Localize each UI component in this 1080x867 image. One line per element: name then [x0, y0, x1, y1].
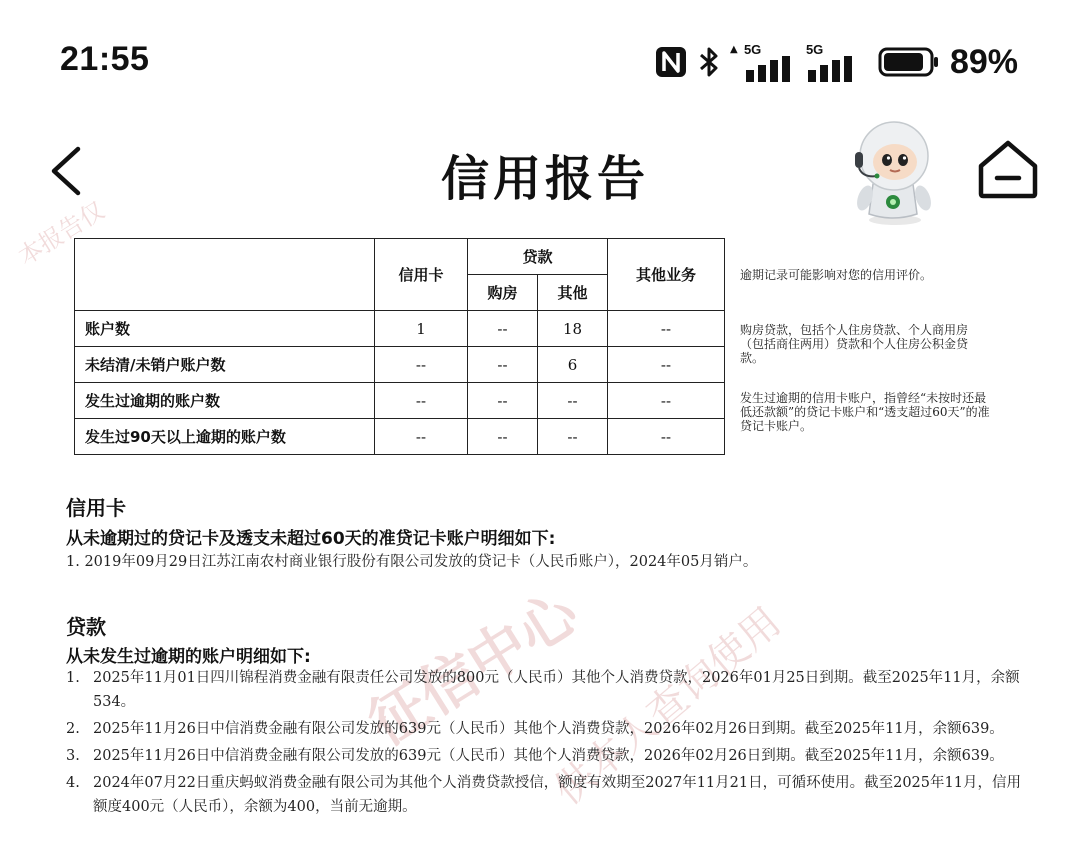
table-row	[75, 419, 725, 455]
watermark-text: 本报告仅	[13, 196, 110, 271]
signal-icon-sim1	[730, 42, 794, 82]
table-cell: --	[608, 347, 725, 383]
row-label: 账户数	[75, 311, 375, 347]
list-item-number: 3.	[66, 748, 80, 764]
table-row	[75, 347, 725, 383]
column-header-credit-card: 信用卡	[375, 239, 468, 311]
list-item	[66, 717, 1026, 741]
table-cell: --	[538, 383, 608, 419]
status-time: 21:55	[60, 40, 150, 78]
section-subtitle-credit-card: 从未逾期过的贷记卡及透支未超过60天的准贷记卡账户明细如下:	[66, 529, 556, 549]
signal-icon-sim2	[804, 42, 868, 82]
table-cell: 1	[375, 311, 468, 347]
column-header-other: 其他	[538, 275, 608, 311]
nfc-icon	[654, 45, 688, 79]
robot-assistant-icon[interactable]	[845, 118, 941, 226]
row-label: 发生过90天以上逾期的账户数	[75, 419, 375, 455]
table-cell: --	[468, 311, 538, 347]
table-row	[75, 311, 725, 347]
table-cell: 18	[538, 311, 608, 347]
battery-icon	[878, 47, 940, 77]
list-item-number: 4.	[66, 775, 80, 791]
table-cell: --	[468, 383, 538, 419]
summary-table	[74, 238, 725, 455]
watermark-usage-text: 供本人查询使用	[545, 598, 790, 815]
watermark-seal-text: 征信中心	[356, 578, 590, 759]
row-label: 未结清/未销户账户数	[75, 347, 375, 383]
column-header-loan: 贷款	[468, 239, 608, 275]
table-cell: --	[375, 347, 468, 383]
list-item-number: 2.	[66, 721, 80, 737]
loan-list	[66, 666, 1026, 822]
table-cell: --	[608, 311, 725, 347]
section-subtitle-loan: 从未发生过逾期的账户明细如下:	[66, 647, 311, 667]
row-label: 发生过逾期的账户数	[75, 383, 375, 419]
note-overdue-card: 发生过逾期的信用卡账户，指曾经“未按时还最低还款额”的贷记卡账户和“透支超过60天”的准贷记卡账户。	[740, 391, 990, 433]
note-overdue-impact: 逾期记录可能影响对您的信用评价。	[740, 268, 933, 282]
list-item-text: 2025年11月01日四川锦程消费金融有限责任公司发放的800元（人民币）其他个人消费贷款，2026年01月25日到期。截至2025年11月，余额534。	[93, 670, 1020, 710]
section-title-credit-card: 信用卡	[66, 496, 126, 520]
table-cell: --	[375, 383, 468, 419]
table-cell: --	[468, 419, 538, 455]
list-item	[66, 744, 1026, 768]
list-item	[66, 666, 1026, 714]
table-cell: 6	[538, 347, 608, 383]
table-cell: --	[468, 347, 538, 383]
table-cell: --	[608, 383, 725, 419]
credit-card-detail-line: 1. 2019年09月29日江苏江南农村商业银行股份有限公司发放的贷记卡（人民币账户），2024年05月销户。	[66, 554, 758, 570]
network-type-1: 5G	[743, 42, 762, 57]
list-item-text: 2025年11月26日中信消费金融有限公司发放的639元（人民币）其他个人消费贷款，2026年02月26日到期。截至2025年11月，余额639。	[93, 721, 1004, 737]
section-title-loan: 贷款	[66, 615, 106, 639]
home-button[interactable]	[975, 138, 1041, 200]
page-title: 信用报告	[440, 151, 649, 207]
status-icons	[654, 40, 1018, 84]
table-cell: --	[608, 419, 725, 455]
column-header-other-business: 其他业务	[608, 239, 725, 311]
bluetooth-icon	[698, 46, 720, 78]
table-cell: --	[375, 419, 468, 455]
table-row	[75, 383, 725, 419]
list-item	[66, 771, 1026, 819]
table-corner-cell	[75, 239, 375, 311]
network-type-2: 5G	[805, 42, 824, 57]
data-arrows-icon: ▲	[729, 44, 738, 55]
list-item-number: 1.	[66, 670, 80, 686]
list-item-text: 2024年07月22日重庆蚂蚁消费金融有限公司为其他个人消费贷款授信，额度有效期至2027年11月21日，可循环使用。截至2025年11月，信用额度400元（人民币），余额为400，当前无逾期。	[93, 775, 1021, 815]
column-header-housing: 购房	[468, 275, 538, 311]
battery-percent: 89%	[949, 42, 1018, 81]
note-housing-loan: 购房贷款，包括个人住房贷款、个人商用房（包括商住两用）贷款和个人住房公积金贷款。	[740, 323, 969, 365]
list-item-text: 2025年11月26日中信消费金融有限公司发放的639元（人民币）其他个人消费贷款，2026年02月26日到期。截至2025年11月，余额639。	[93, 748, 1004, 764]
table-cell: --	[538, 419, 608, 455]
